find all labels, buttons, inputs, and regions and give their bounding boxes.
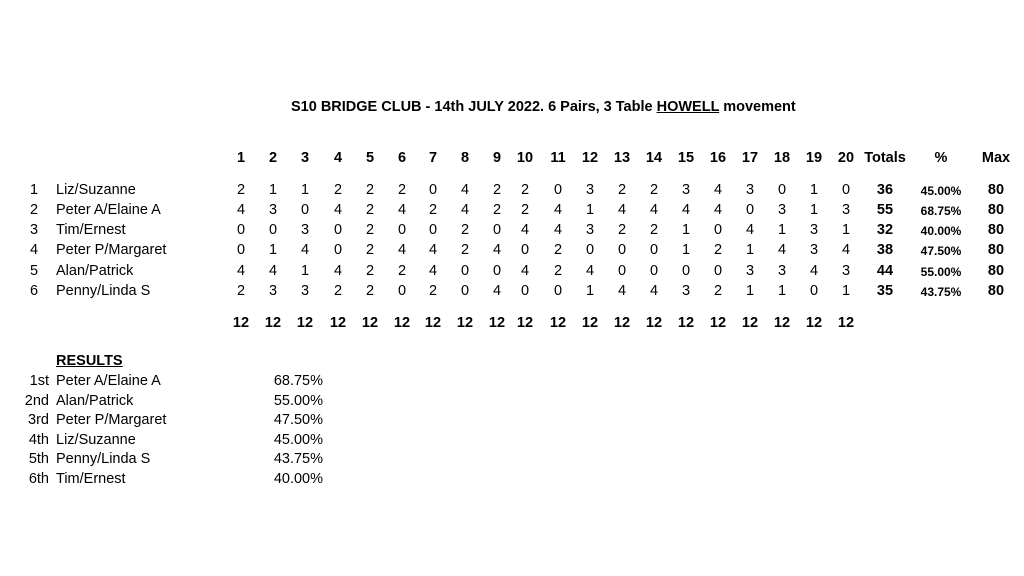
board-header: 19 <box>805 150 823 166</box>
pair-max: 80 <box>987 202 1005 218</box>
score-cell: 0 <box>681 263 691 279</box>
score-cell: 1 <box>681 222 691 238</box>
score-cell: 4 <box>553 222 563 238</box>
score-cell: 0 <box>428 222 438 238</box>
score-cell: 2 <box>649 222 659 238</box>
pair-total: 55 <box>876 202 894 218</box>
pair-number: 5 <box>29 263 39 279</box>
pair-total: 32 <box>876 222 894 238</box>
board-total: 12 <box>741 315 759 331</box>
score-cell: 3 <box>841 263 851 279</box>
score-cell: 4 <box>681 202 691 218</box>
score-cell: 1 <box>745 283 755 299</box>
board-header: 6 <box>397 150 407 166</box>
score-cell: 2 <box>460 242 470 258</box>
score-cell: 0 <box>713 222 723 238</box>
score-cell: 1 <box>681 242 691 258</box>
title-text: S10 BRIDGE CLUB - 14th JULY 2022. 6 Pairs, 3 Table <box>291 99 657 115</box>
score-cell: 3 <box>745 263 755 279</box>
pair-percent: 40.00% <box>920 224 962 238</box>
score-cell: 0 <box>745 202 755 218</box>
score-cell: 4 <box>713 182 723 198</box>
score-cell: 3 <box>300 283 310 299</box>
score-cell: 0 <box>428 182 438 198</box>
score-cell: 2 <box>365 182 375 198</box>
score-cell: 0 <box>520 283 530 299</box>
page-title <box>0 99 1024 115</box>
result-percent: 47.50% <box>273 412 323 429</box>
board-total: 12 <box>613 315 631 331</box>
score-cell: 1 <box>809 202 819 218</box>
score-cell: 4 <box>492 242 502 258</box>
score-cell: 0 <box>553 182 563 198</box>
score-cell: 0 <box>553 283 563 299</box>
board-total: 12 <box>516 315 534 331</box>
totals-header: Totals <box>864 150 906 166</box>
percent-header: % <box>934 150 948 166</box>
score-cell: 2 <box>333 182 343 198</box>
score-cell: 0 <box>460 283 470 299</box>
board-total: 12 <box>264 315 282 331</box>
score-cell: 2 <box>713 283 723 299</box>
pair-max: 80 <box>987 182 1005 198</box>
result-pair: Peter P/Margaret <box>56 412 167 429</box>
score-cell: 4 <box>520 222 530 238</box>
pair-name: Tim/Ernest <box>56 222 126 238</box>
pair-total: 44 <box>876 263 894 279</box>
score-cell: 4 <box>397 242 407 258</box>
score-cell: 3 <box>745 182 755 198</box>
board-header: 3 <box>300 150 310 166</box>
pair-percent: 47.50% <box>920 244 962 258</box>
pair-name: Peter A/Elaine A <box>56 202 161 218</box>
score-cell: 4 <box>428 242 438 258</box>
result-place: 6th <box>28 471 49 487</box>
score-cell: 3 <box>777 263 787 279</box>
result-place: 2nd <box>24 392 49 409</box>
result-percent: 55.00% <box>273 392 323 409</box>
board-header: 5 <box>365 150 375 166</box>
result-pair: Alan/Patrick <box>56 392 134 409</box>
score-cell: 4 <box>428 263 438 279</box>
score-cell: 2 <box>397 263 407 279</box>
board-total: 12 <box>296 315 314 331</box>
board-total: 12 <box>773 315 791 331</box>
pair-total: 35 <box>876 283 894 299</box>
score-cell: 4 <box>777 242 787 258</box>
pair-name: Alan/Patrick <box>56 263 134 279</box>
score-cell: 0 <box>617 263 627 279</box>
board-header: 7 <box>428 150 438 166</box>
score-cell: 1 <box>745 242 755 258</box>
pair-max: 80 <box>987 242 1005 258</box>
board-header: 14 <box>645 150 663 166</box>
board-header: 8 <box>460 150 470 166</box>
board-header: 11 <box>550 150 566 166</box>
score-cell: 2 <box>617 182 627 198</box>
title-howell: HOWELL <box>656 99 720 115</box>
score-cell: 0 <box>236 222 246 238</box>
results-heading: RESULTS <box>56 353 123 369</box>
board-total: 12 <box>424 315 442 331</box>
board-header: 18 <box>773 150 791 166</box>
score-cell: 0 <box>649 242 659 258</box>
score-cell: 0 <box>397 222 407 238</box>
board-header: 10 <box>516 150 534 166</box>
board-total: 12 <box>393 315 411 331</box>
score-cell: 4 <box>617 283 627 299</box>
pair-total: 38 <box>876 242 894 258</box>
score-cell: 1 <box>300 182 310 198</box>
result-pair: Peter A/Elaine A <box>56 373 161 389</box>
score-cell: 0 <box>713 263 723 279</box>
score-cell: 4 <box>649 202 659 218</box>
score-cell: 2 <box>520 202 530 218</box>
score-cell: 0 <box>460 263 470 279</box>
score-cell: 3 <box>585 182 595 198</box>
score-cell: 1 <box>841 283 851 299</box>
score-cell: 2 <box>520 182 530 198</box>
score-cell: 1 <box>809 182 819 198</box>
score-cell: 3 <box>300 222 310 238</box>
score-cell: 0 <box>397 283 407 299</box>
board-header: 17 <box>741 150 759 166</box>
score-cell: 3 <box>841 202 851 218</box>
pair-percent: 68.75% <box>920 204 962 218</box>
score-cell: 2 <box>236 182 246 198</box>
board-total: 12 <box>549 315 567 331</box>
board-total: 12 <box>645 315 663 331</box>
result-percent: 68.75% <box>273 373 323 389</box>
board-total: 12 <box>361 315 379 331</box>
score-cell: 1 <box>268 242 278 258</box>
board-header: 2 <box>268 150 278 166</box>
score-cell: 2 <box>365 202 375 218</box>
pair-max: 80 <box>987 283 1005 299</box>
score-cell: 3 <box>777 202 787 218</box>
score-cell: 2 <box>397 182 407 198</box>
score-cell: 2 <box>365 242 375 258</box>
result-percent: 45.00% <box>273 431 323 448</box>
score-cell: 2 <box>617 222 627 238</box>
board-header: 9 <box>492 150 502 166</box>
board-header: 20 <box>837 150 855 166</box>
result-percent: 40.00% <box>273 471 323 487</box>
score-cell: 0 <box>333 222 343 238</box>
board-header: 1 <box>236 150 246 166</box>
pair-name: Penny/Linda S <box>56 283 151 299</box>
result-pair: Penny/Linda S <box>56 451 151 468</box>
score-cell: 3 <box>268 283 278 299</box>
pair-percent: 43.75% <box>920 285 962 299</box>
pair-number: 1 <box>29 182 39 198</box>
score-cell: 0 <box>649 263 659 279</box>
result-place: 4th <box>28 431 49 448</box>
pair-max: 80 <box>987 263 1005 279</box>
score-cell: 2 <box>649 182 659 198</box>
score-cell: 4 <box>713 202 723 218</box>
result-percent: 43.75% <box>273 451 323 468</box>
score-cell: 4 <box>553 202 563 218</box>
board-total: 12 <box>677 315 695 331</box>
result-pair: Liz/Suzanne <box>56 431 136 448</box>
score-cell: 3 <box>585 222 595 238</box>
board-header: 4 <box>333 150 343 166</box>
score-cell: 0 <box>777 182 787 198</box>
max-header: Max <box>981 150 1011 166</box>
title-suffix: movement <box>719 99 796 115</box>
board-total: 12 <box>456 315 474 331</box>
score-cell: 4 <box>333 263 343 279</box>
score-cell: 1 <box>841 222 851 238</box>
score-cell: 2 <box>492 182 502 198</box>
score-cell: 2 <box>236 283 246 299</box>
score-cell: 0 <box>617 242 627 258</box>
board-header: 13 <box>613 150 631 166</box>
result-place: 3rd <box>28 412 49 429</box>
score-cell: 2 <box>365 263 375 279</box>
board-total: 12 <box>581 315 599 331</box>
score-cell: 2 <box>553 242 563 258</box>
board-header: 15 <box>677 150 695 166</box>
score-cell: 0 <box>492 222 502 238</box>
result-pair: Tim/Ernest <box>56 471 126 487</box>
score-cell: 4 <box>333 202 343 218</box>
score-cell: 3 <box>681 283 691 299</box>
score-cell: 0 <box>300 202 310 218</box>
pair-total: 36 <box>876 182 894 198</box>
score-cell: 4 <box>236 263 246 279</box>
score-cell: 4 <box>649 283 659 299</box>
pair-number: 4 <box>29 242 39 258</box>
score-cell: 4 <box>585 263 595 279</box>
board-total: 12 <box>837 315 855 331</box>
score-cell: 2 <box>713 242 723 258</box>
board-header: 16 <box>709 150 727 166</box>
pair-percent: 55.00% <box>920 265 962 279</box>
score-cell: 1 <box>268 182 278 198</box>
score-cell: 1 <box>585 202 595 218</box>
pair-number: 2 <box>29 202 39 218</box>
score-cell: 4 <box>397 202 407 218</box>
pair-name: Peter P/Margaret <box>56 242 167 258</box>
score-cell: 2 <box>428 283 438 299</box>
pair-percent: 45.00% <box>920 184 962 198</box>
score-cell: 3 <box>681 182 691 198</box>
score-cell: 0 <box>809 283 819 299</box>
score-cell: 3 <box>809 222 819 238</box>
score-cell: 2 <box>365 283 375 299</box>
pair-max: 80 <box>987 222 1005 238</box>
score-cell: 2 <box>365 222 375 238</box>
board-total: 12 <box>232 315 250 331</box>
score-cell: 2 <box>553 263 563 279</box>
score-cell: 0 <box>841 182 851 198</box>
score-cell: 1 <box>300 263 310 279</box>
score-cell: 4 <box>268 263 278 279</box>
score-cell: 4 <box>236 202 246 218</box>
score-cell: 2 <box>492 202 502 218</box>
score-cell: 1 <box>777 222 787 238</box>
score-cell: 4 <box>460 202 470 218</box>
score-cell: 4 <box>745 222 755 238</box>
score-cell: 0 <box>236 242 246 258</box>
score-cell: 4 <box>520 263 530 279</box>
board-total: 12 <box>329 315 347 331</box>
score-cell: 4 <box>617 202 627 218</box>
score-cell: 0 <box>520 242 530 258</box>
score-cell: 0 <box>585 242 595 258</box>
result-place: 5th <box>28 451 49 468</box>
score-cell: 1 <box>777 283 787 299</box>
score-cell: 3 <box>809 242 819 258</box>
score-cell: 0 <box>492 263 502 279</box>
pair-number: 3 <box>29 222 39 238</box>
score-cell: 0 <box>333 242 343 258</box>
score-cell: 4 <box>841 242 851 258</box>
score-cell: 4 <box>492 283 502 299</box>
score-cell: 4 <box>809 263 819 279</box>
board-header: 12 <box>581 150 599 166</box>
score-cell: 4 <box>300 242 310 258</box>
score-cell: 1 <box>585 283 595 299</box>
board-total: 12 <box>488 315 506 331</box>
result-place: 1st <box>29 373 49 389</box>
score-cell: 2 <box>333 283 343 299</box>
score-cell: 4 <box>460 182 470 198</box>
score-cell: 0 <box>268 222 278 238</box>
score-cell: 2 <box>428 202 438 218</box>
pair-number: 6 <box>29 283 39 299</box>
score-cell: 2 <box>460 222 470 238</box>
board-total: 12 <box>805 315 823 331</box>
board-total: 12 <box>709 315 727 331</box>
pair-name: Liz/Suzanne <box>56 182 136 198</box>
score-cell: 3 <box>268 202 278 218</box>
